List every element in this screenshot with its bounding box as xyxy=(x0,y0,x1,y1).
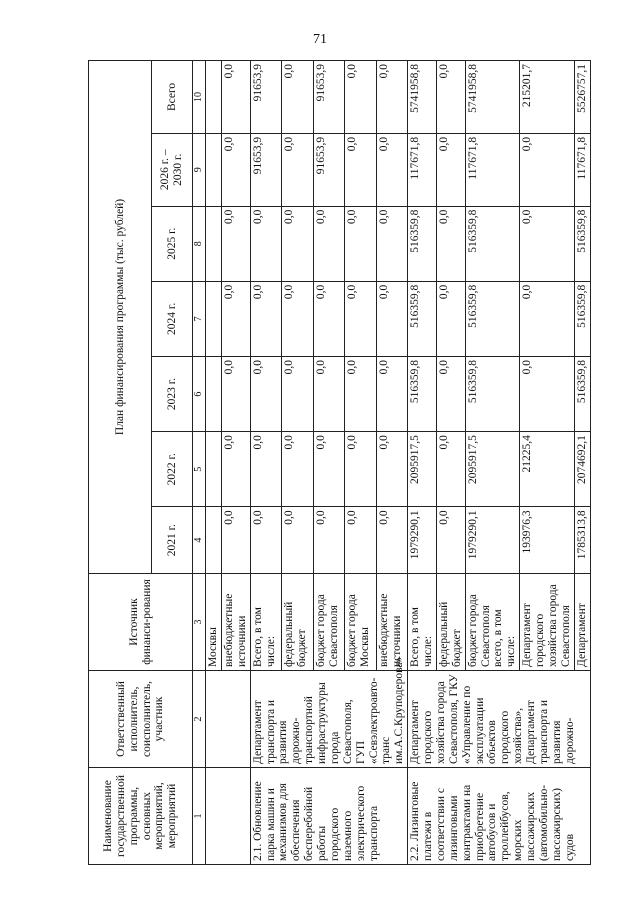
cell-value: 0,0 xyxy=(313,206,345,281)
header-year: 2026 г. – 2030 г. xyxy=(152,133,193,206)
cell-value: 5741958,8 xyxy=(408,61,437,134)
cell-value: 0,0 xyxy=(282,507,314,574)
cell-value: 0,0 xyxy=(345,61,377,134)
cell-value xyxy=(206,281,222,356)
cell-source: Департамент xyxy=(574,574,590,671)
cell-value: 0,0 xyxy=(282,281,314,356)
cell-value: 516359,8 xyxy=(465,281,520,356)
column-index: 4 xyxy=(193,507,206,574)
cell-source: федеральный бюджет xyxy=(282,574,314,671)
cell-value: 0,0 xyxy=(345,507,377,574)
column-index: 3 xyxy=(193,574,206,671)
cell-source: внебюджетные источники xyxy=(221,574,250,671)
cell-value: 516359,8 xyxy=(408,206,437,281)
table-row xyxy=(408,61,437,865)
cell-value: 2095917,5 xyxy=(408,432,437,507)
header-year: 2023 г. xyxy=(152,356,193,431)
cell-value: 1979290,1 xyxy=(465,507,520,574)
cell-value xyxy=(206,206,222,281)
cell-value: 91653,9 xyxy=(313,61,345,134)
cell-value: 0,0 xyxy=(520,356,575,431)
cell-value: 0,0 xyxy=(436,507,465,574)
column-index: 5 xyxy=(193,432,206,507)
cell-value: 0,0 xyxy=(282,432,314,507)
cell-value: 0,0 xyxy=(282,206,314,281)
cell-value: 0,0 xyxy=(313,281,345,356)
cell-value: 0,0 xyxy=(221,206,250,281)
cell-program-responsible: Департамент городского хозяйства города Севастополя, ГКУ «Управление по эксплуатации объектов городского хозяйства», Департамент транспорта и развития дорожно- xyxy=(408,671,590,768)
header-year: 2025 г. xyxy=(152,206,193,281)
cell-value: 0,0 xyxy=(376,133,408,206)
cell-program-responsible: Департамент транспорта и развития дорожно-транспортной инфраструктуры города Севастополя, ГУП «Севэлектроавто-транс им.А.С.Круподерова» xyxy=(250,671,408,768)
cell-value: 516359,8 xyxy=(574,206,590,281)
column-index: 2 xyxy=(193,671,206,768)
cell-value: 0,0 xyxy=(221,61,250,134)
cell-value: 0,0 xyxy=(376,281,408,356)
cell-program-name: 2.1. Обновление парка машин и механизмов для обеспечения бесперебойной работы городского наземного электрического транспорта xyxy=(250,768,408,865)
cell-value: 91653,9 xyxy=(313,133,345,206)
cell-value: 0,0 xyxy=(376,356,408,431)
cell-source: бюджет города Севастополя всего, в том числе: xyxy=(465,574,520,671)
cell-value xyxy=(206,356,222,431)
cell-value: 117671,8 xyxy=(408,133,437,206)
header-name: Наименование государственной программы, основных мероприятий, мероприятий xyxy=(89,768,193,865)
cell-value: 0,0 xyxy=(282,133,314,206)
header-responsible: Ответственный исполнитель, соисполнитель, участник xyxy=(89,671,193,768)
cell-source: бюджет города Москвы xyxy=(345,574,377,671)
header-source: Источник финанси-рования xyxy=(89,574,193,671)
cell-program-name: 2.2. Лизинговые платежи в соответствии с лизинговыми контрактами на приобретение автобусов и троллейбусов, морских пассажирских (автомобильно-пассажирских) судов xyxy=(408,768,590,865)
cell-value: 0,0 xyxy=(436,61,465,134)
cell-value: 0,0 xyxy=(520,281,575,356)
cell-value xyxy=(206,133,222,206)
cell-value: 1979290,1 xyxy=(408,507,437,574)
cell-value: 0,0 xyxy=(345,356,377,431)
cell-value: 0,0 xyxy=(282,61,314,134)
cell-value: 1785313,8 xyxy=(574,507,590,574)
cell-value: 516359,8 xyxy=(574,356,590,431)
cell-source: федеральный бюджет xyxy=(436,574,465,671)
column-index: 6 xyxy=(193,356,206,431)
cell-value: 516359,8 xyxy=(574,281,590,356)
financing-table xyxy=(88,60,591,865)
cell-value: 516359,8 xyxy=(465,206,520,281)
financing-table-rotated xyxy=(88,60,588,865)
cell-value: 193976,3 xyxy=(520,507,575,574)
cell-source: Всего, в том числе: xyxy=(408,574,437,671)
cell-value: 5741958,8 xyxy=(465,61,520,134)
header-total: Всего xyxy=(152,61,193,134)
cell-value: 516359,8 xyxy=(465,356,520,431)
cell-value: 0,0 xyxy=(436,133,465,206)
cell-value: 0,0 xyxy=(520,206,575,281)
page-number: 71 xyxy=(313,32,327,47)
cell-value: 0,0 xyxy=(221,133,250,206)
cell-source: Департамент городского хозяйства города Севастополя xyxy=(520,574,575,671)
cell-value: 117671,8 xyxy=(465,133,520,206)
cell-value: 0,0 xyxy=(376,61,408,134)
cell-value: 0,0 xyxy=(345,281,377,356)
header-year: 2021 г. xyxy=(152,507,193,574)
cell-name-empty xyxy=(206,768,251,865)
cell-value: 0,0 xyxy=(436,432,465,507)
cell-value: 0,0 xyxy=(313,507,345,574)
column-index: 10 xyxy=(193,61,206,134)
cell-value: 0,0 xyxy=(436,281,465,356)
cell-source: Всего, в том числе: xyxy=(250,574,282,671)
cell-responsible-empty xyxy=(206,671,251,768)
cell-value: 0,0 xyxy=(345,432,377,507)
cell-value: 0,0 xyxy=(436,356,465,431)
cell-value: 0,0 xyxy=(221,281,250,356)
cell-value: 0,0 xyxy=(250,432,282,507)
cell-value xyxy=(206,432,222,507)
table-row xyxy=(206,61,222,865)
cell-value: 516359,8 xyxy=(408,281,437,356)
table-row xyxy=(250,61,282,865)
cell-value: 215201,7 xyxy=(520,61,575,134)
column-index: 7 xyxy=(193,281,206,356)
cell-value: 0,0 xyxy=(376,432,408,507)
cell-value xyxy=(206,61,222,134)
cell-value: 0,0 xyxy=(376,206,408,281)
cell-value: 91653,9 xyxy=(250,133,282,206)
cell-value: 0,0 xyxy=(221,356,250,431)
cell-value: 5526757,1 xyxy=(574,61,590,134)
cell-value: 0,0 xyxy=(436,206,465,281)
cell-value: 0,0 xyxy=(221,507,250,574)
cell-value: 0,0 xyxy=(250,281,282,356)
header-plan: План финансирования программы (тыс. рублей) xyxy=(89,61,152,574)
cell-source: бюджет города Севастополя xyxy=(313,574,345,671)
cell-source: внебюджетные источники xyxy=(376,574,408,671)
cell-value: 516359,8 xyxy=(408,356,437,431)
cell-value: 21225,4 xyxy=(520,432,575,507)
cell-value: 0,0 xyxy=(221,432,250,507)
cell-value xyxy=(206,507,222,574)
cell-value: 0,0 xyxy=(250,507,282,574)
cell-value: 0,0 xyxy=(282,356,314,431)
header-year: 2024 г. xyxy=(152,281,193,356)
cell-value: 117671,8 xyxy=(574,133,590,206)
column-index: 9 xyxy=(193,133,206,206)
cell-value: 0,0 xyxy=(250,206,282,281)
cell-value: 0,0 xyxy=(376,507,408,574)
cell-value: 0,0 xyxy=(313,356,345,431)
cell-value: 91653,9 xyxy=(250,61,282,134)
column-index: 1 xyxy=(193,768,206,865)
cell-value: 0,0 xyxy=(345,133,377,206)
cell-value: 2095917,5 xyxy=(465,432,520,507)
cell-value: 0,0 xyxy=(250,356,282,431)
header-year: 2022 г. xyxy=(152,432,193,507)
column-index: 8 xyxy=(193,206,206,281)
cell-value: 0,0 xyxy=(345,206,377,281)
cell-value: 0,0 xyxy=(520,133,575,206)
cell-source: Москвы xyxy=(206,574,222,671)
cell-value: 0,0 xyxy=(313,432,345,507)
cell-value: 2074692,1 xyxy=(574,432,590,507)
